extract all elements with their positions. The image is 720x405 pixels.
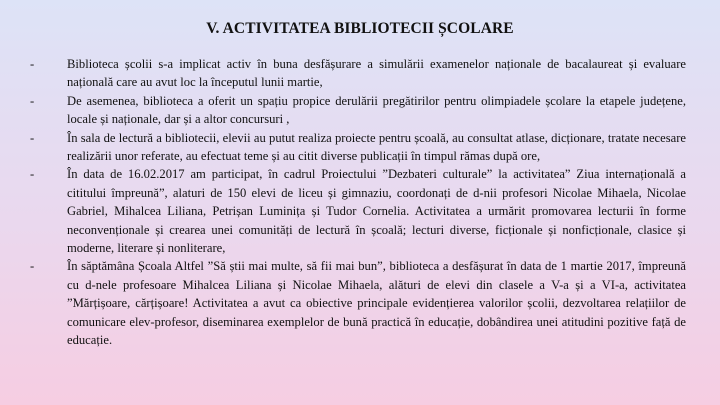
bullet-dash: - <box>30 130 35 145</box>
list-item-text: În data de 16.02.2017 am participat, în cadrul Proiectului ”Dezbateri culturale” la activitatea” Ziua internațională a cititului împreună”, alaturi de 150 elevi de liceu și gimnaziu, coordonați de d-nii profesori Nicolae Mihaela, Nicolae Gabriel, Mihalcea Liliana, Petrișan Luminița și Tudor Cornelia. Activitatea a urmărit promovarea lecturii în forme neconvenționale și crearea unei comunități de lectură în școală; lecturi diverse, ficționale și nonficționale, clasice și moderne, literare și nonliterare, <box>67 167 686 256</box>
list-item <box>30 257 686 349</box>
list-item-text: De asemenea, biblioteca a oferit un spațiu propice derulării pregătirilor pentru olimpiadele școlare la etapele județene, locale și naționale, dar și a altor concursuri , <box>67 93 686 127</box>
bullet-dash: - <box>30 93 35 108</box>
bullet-dash: - <box>30 259 35 274</box>
list-item <box>30 129 686 166</box>
list-item <box>30 165 686 257</box>
slide-title: V. ACTIVITATEA BIBLIOTECII ȘCOLARE <box>206 20 514 37</box>
list-item-text: În săptămâna Școala Altfel ”Să știi mai multe, să fii mai bun”, biblioteca a desfășurat în data de 1 martie 2017, împreună cu d-nele profesoare Mihalcea Liliana și Nicolae Mihaela, alături de elevi din clasele a V-a și a VI-a, activitatea ”Mărțișoare, cărțișoare! Activitatea a avut ca obiective principale evidențierea valorilor școlii, dezvoltarea relațiilor de comunicare elev-profesor, diseminarea exemplelor de bună practică în educație, dobândirea unei atitudini pozitive față de educație. <box>67 259 686 348</box>
list-item-text: Biblioteca școlii s-a implicat activ în buna desfășurare a simulării examenelor naționale de bacalaureat și evaluare națională care au avut loc la începutul lunii martie, <box>67 57 686 90</box>
list-item <box>30 55 686 92</box>
bullet-dash: - <box>30 167 35 182</box>
list-item <box>30 92 686 129</box>
list-item-text: În sala de lectură a bibliotecii, elevii au putut realiza proiecte pentru școală, au consultat atlase, dicționare, tratate necesare realizării unor referate, au efectuat teme și au citit diverse publicații în timpul rămas după ore, <box>67 130 686 164</box>
activity-list <box>30 55 686 350</box>
bullet-dash: - <box>30 57 35 71</box>
